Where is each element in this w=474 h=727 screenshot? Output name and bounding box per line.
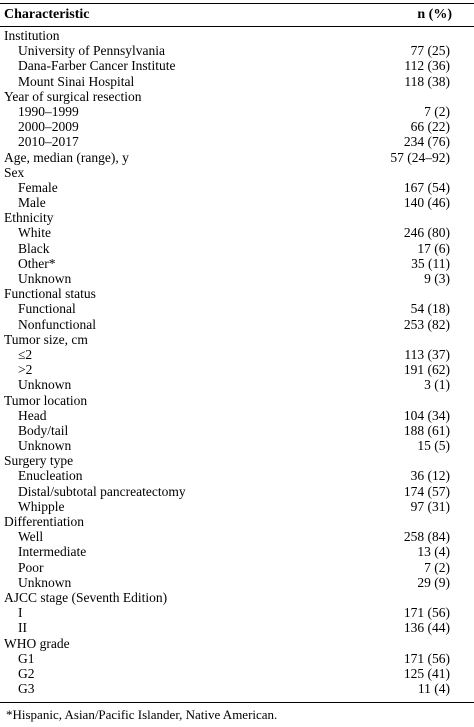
row-label: G3: [18, 681, 35, 697]
row-label: 1990–1999: [18, 103, 79, 119]
row-label: ≤2: [18, 346, 33, 362]
table-row: [0, 529, 474, 544]
row-value: 77 (25): [410, 43, 450, 59]
row-label: Functional: [18, 301, 76, 317]
table-row: [0, 544, 474, 559]
table-section-row: [0, 210, 474, 225]
row-label: Tumor location: [4, 392, 88, 408]
row-value: 7 (2): [424, 103, 450, 119]
table-row: [0, 423, 474, 438]
row-value: 171 (56): [403, 650, 450, 666]
table-row: [0, 681, 474, 696]
header-characteristic: Characteristic: [4, 7, 90, 22]
row-label: Unknown: [18, 271, 72, 286]
row-label: University of Pennsylvania: [18, 43, 165, 59]
row-value: 167 (54): [403, 179, 450, 195]
row-label: Ethnicity: [4, 210, 54, 226]
table-section-row: [0, 28, 474, 43]
table-row: [0, 666, 474, 681]
row-value: 171 (56): [403, 605, 450, 621]
row-label: AJCC stage (Seventh Edition): [4, 589, 168, 605]
table-row: [0, 225, 474, 240]
row-value: 104 (34): [403, 407, 450, 423]
row-label: White: [18, 225, 51, 241]
table-section-row: [0, 89, 474, 104]
row-value: 57 (24–92): [390, 149, 450, 165]
header-n-percent: n (%): [417, 7, 452, 22]
row-value: 125 (41): [403, 665, 450, 681]
row-label: Functional status: [4, 286, 96, 302]
row-value: 118 (38): [404, 73, 450, 89]
row-value: 11 (4): [417, 681, 450, 697]
row-label: Surgery type: [4, 453, 74, 469]
row-value: 112 (36): [404, 58, 450, 74]
table-row: [0, 317, 474, 332]
row-value: 13 (4): [417, 544, 450, 560]
row-label: Unknown: [18, 574, 72, 590]
row-label: 2000–2009: [18, 119, 79, 135]
row-value: 7 (2): [424, 559, 450, 575]
row-label: Age, median (range), y: [4, 149, 129, 165]
table-section-row: [0, 393, 474, 408]
row-label: II: [18, 620, 27, 636]
table-section-row: [0, 453, 474, 468]
table-row: [0, 362, 474, 377]
table-row: [0, 560, 474, 575]
row-label: Tumor size, cm: [4, 331, 88, 347]
footnote: *Hispanic, Asian/Pacific Islander, Native American.: [6, 707, 278, 722]
row-value: 17 (6): [417, 240, 450, 256]
row-label: Mount Sinai Hospital: [18, 73, 135, 89]
table-row: [0, 301, 474, 316]
table-row: [0, 468, 474, 483]
row-value: 113 (37): [404, 346, 450, 362]
row-value: 36 (12): [410, 468, 450, 484]
row-label: Head: [18, 407, 47, 423]
row-value: 54 (18): [410, 301, 450, 317]
table-row: [0, 438, 474, 453]
row-value: 188 (61): [403, 422, 450, 438]
row-label: Nonfunctional: [18, 316, 96, 332]
row-value: 15 (5): [417, 438, 450, 454]
row-label: Poor: [18, 559, 44, 575]
row-value: 174 (57): [403, 483, 450, 499]
row-label: >2: [18, 362, 33, 378]
row-label: G2: [18, 665, 35, 681]
row-label: Unknown: [18, 438, 72, 454]
table-row: [0, 651, 474, 666]
table-row: [0, 575, 474, 590]
row-value: 234 (76): [403, 134, 450, 150]
row-value: 97 (31): [410, 498, 450, 514]
row-label: Whipple: [18, 498, 65, 514]
table-row: [0, 499, 474, 514]
row-label: Male: [18, 195, 46, 211]
table-section-row: [0, 590, 474, 605]
row-label: I: [18, 605, 23, 621]
table-header: [0, 4, 474, 26]
table-body: [0, 28, 474, 696]
row-value: 9 (3): [424, 271, 450, 286]
row-value: 140 (46): [403, 195, 450, 211]
table-section-row: [0, 165, 474, 180]
table-row: [0, 377, 474, 392]
row-label: Intermediate: [18, 544, 87, 560]
row-label: G1: [18, 650, 35, 666]
table-row: [0, 241, 474, 256]
table-row: [0, 620, 474, 635]
row-label: Sex: [4, 164, 25, 180]
table-row: [0, 74, 474, 89]
header-rule: [0, 26, 474, 27]
row-value: 66 (22): [410, 119, 450, 135]
table-row: [0, 134, 474, 149]
table-row: [0, 408, 474, 423]
row-value: 191 (62): [403, 362, 450, 378]
row-value: 35 (11): [411, 255, 450, 271]
table-section-row: [0, 332, 474, 347]
table-section-row: [0, 286, 474, 301]
row-label: Enucleation: [18, 468, 83, 484]
table-row: [0, 271, 474, 286]
table-section-row: [0, 514, 474, 529]
row-value: 136 (44): [403, 620, 450, 636]
row-value: 246 (80): [403, 225, 450, 241]
row-label: Female: [18, 179, 58, 195]
row-label: Year of surgical resection: [4, 88, 142, 104]
table-row: [0, 119, 474, 134]
row-label: 2010–2017: [18, 134, 79, 150]
row-label: Body/tail: [18, 422, 69, 438]
row-label: Distal/subtotal pancreatectomy: [18, 483, 186, 499]
row-value: 29 (9): [417, 574, 450, 590]
table-row: [0, 347, 474, 362]
table-row: [0, 195, 474, 210]
row-label: Well: [18, 529, 44, 545]
row-value: 258 (84): [403, 529, 450, 545]
table-row: [0, 104, 474, 119]
row-label: Unknown: [18, 377, 72, 393]
table-row: [0, 58, 474, 73]
row-label: Other*: [18, 255, 56, 271]
table-row: [0, 256, 474, 271]
row-label: Black: [18, 240, 50, 256]
row-label: Institution: [4, 28, 60, 43]
row-value: 253 (82): [403, 316, 450, 332]
bottom-rule: [0, 702, 474, 703]
row-label: Differentiation: [4, 514, 84, 529]
row-label: WHO grade: [4, 635, 70, 651]
table-row: [0, 605, 474, 620]
row-value: 3 (1): [424, 377, 450, 393]
table-row: [0, 484, 474, 499]
table-section-row: [0, 150, 474, 165]
table-row: [0, 180, 474, 195]
table-row: [0, 43, 474, 58]
table-section-row: [0, 636, 474, 651]
row-label: Dana-Farber Cancer Institute: [18, 58, 176, 74]
